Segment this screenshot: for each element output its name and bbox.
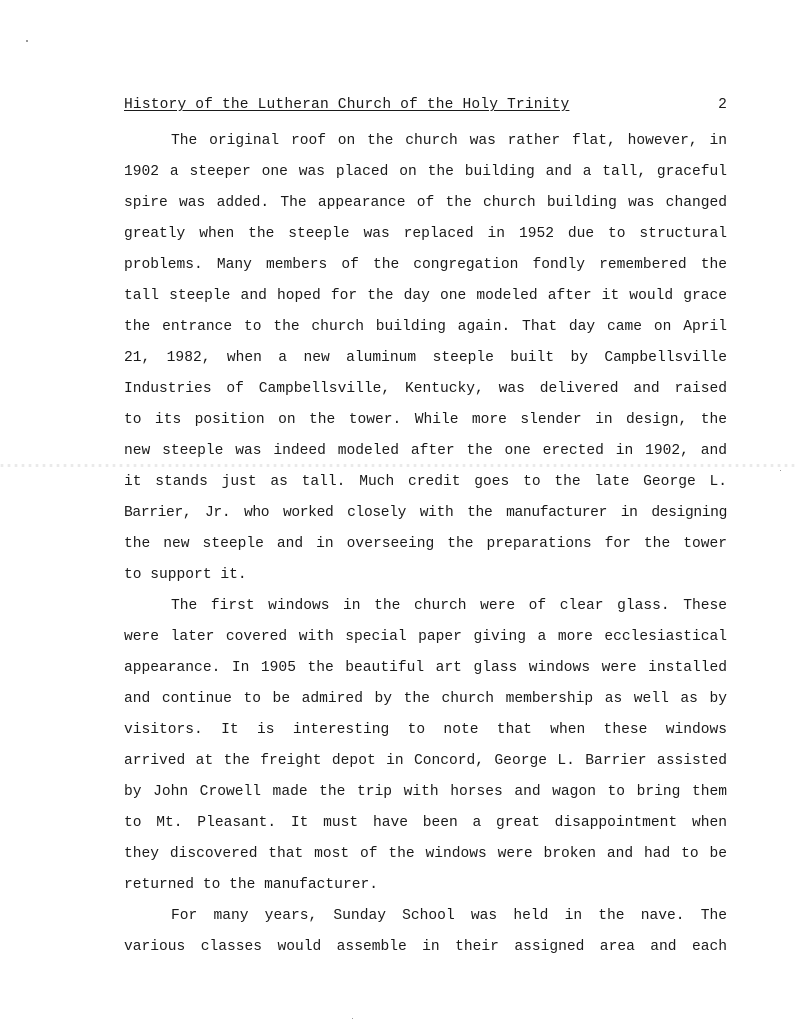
text-line: spire was added. The appearance of the church building was changed	[124, 195, 727, 211]
text-line: greatly when the steeple was replaced in 1952 due to structural	[124, 226, 727, 242]
text-line: the entrance to the church building again. That day came on April	[124, 319, 727, 335]
text-line: Barrier, Jr. who worked closely with the manufacturer in designing	[124, 505, 727, 521]
paragraph-1	[124, 126, 727, 591]
text-line: Industries of Campbellsville, Kentucky, was delivered and raised	[124, 381, 727, 397]
scan-speck	[352, 1018, 353, 1019]
text-line: by John Crowell made the trip with horses and wagon to bring them	[124, 784, 727, 800]
text-line: new steeple was indeed modeled after the one erected in 1902, and	[124, 443, 727, 459]
text-line: visitors. It is interesting to note that when these windows	[124, 722, 727, 738]
text-line: arrived at the freight depot in Concord, George L. Barrier assisted	[124, 753, 727, 769]
text-line: it stands just as tall. Much credit goes to the late George L.	[124, 474, 727, 490]
body-text	[124, 126, 727, 963]
text-line: to Mt. Pleasant. It must have been a great disappointment when	[124, 815, 727, 831]
text-line: 1902 a steeper one was placed on the building and a tall, graceful	[124, 164, 727, 180]
text-line: various classes would assemble in their assigned area and each	[124, 939, 727, 955]
paragraph-2	[124, 591, 727, 901]
text-line: problems. Many members of the congregation fondly remembered the	[124, 257, 727, 273]
page-number: 2	[718, 97, 727, 113]
text-line: 21, 1982, when a new aluminum steeple built by Campbellsville	[124, 350, 727, 366]
text-line: the new steeple and in overseeing the preparations for the tower	[124, 536, 727, 552]
text-line: The original roof on the church was rather flat, however, in	[171, 133, 727, 149]
text-line: they discovered that most of the windows were broken and had to be	[124, 846, 727, 862]
text-line: appearance. In 1905 the beautiful art glass windows were installed	[124, 660, 727, 676]
text-line: The first windows in the church were of clear glass. These	[171, 598, 727, 614]
document-title: History of the Lutheran Church of the Holy Trinity	[124, 97, 570, 113]
text-line: returned to the manufacturer.	[124, 877, 378, 893]
page-header	[124, 97, 727, 117]
text-line: tall steeple and hoped for the day one modeled after it would grace	[124, 288, 727, 304]
paragraph-3	[124, 901, 727, 963]
text-line: to support it.	[124, 567, 247, 583]
text-line: were later covered with special paper giving a more ecclesiastical	[124, 629, 727, 645]
scan-speck	[26, 40, 28, 42]
text-line: to its position on the tower. While more slender in design, the	[124, 412, 727, 428]
scan-speck	[780, 470, 781, 471]
text-line: For many years, Sunday School was held in the nave. The	[171, 908, 727, 924]
text-line: and continue to be admired by the church membership as well as by	[124, 691, 727, 707]
